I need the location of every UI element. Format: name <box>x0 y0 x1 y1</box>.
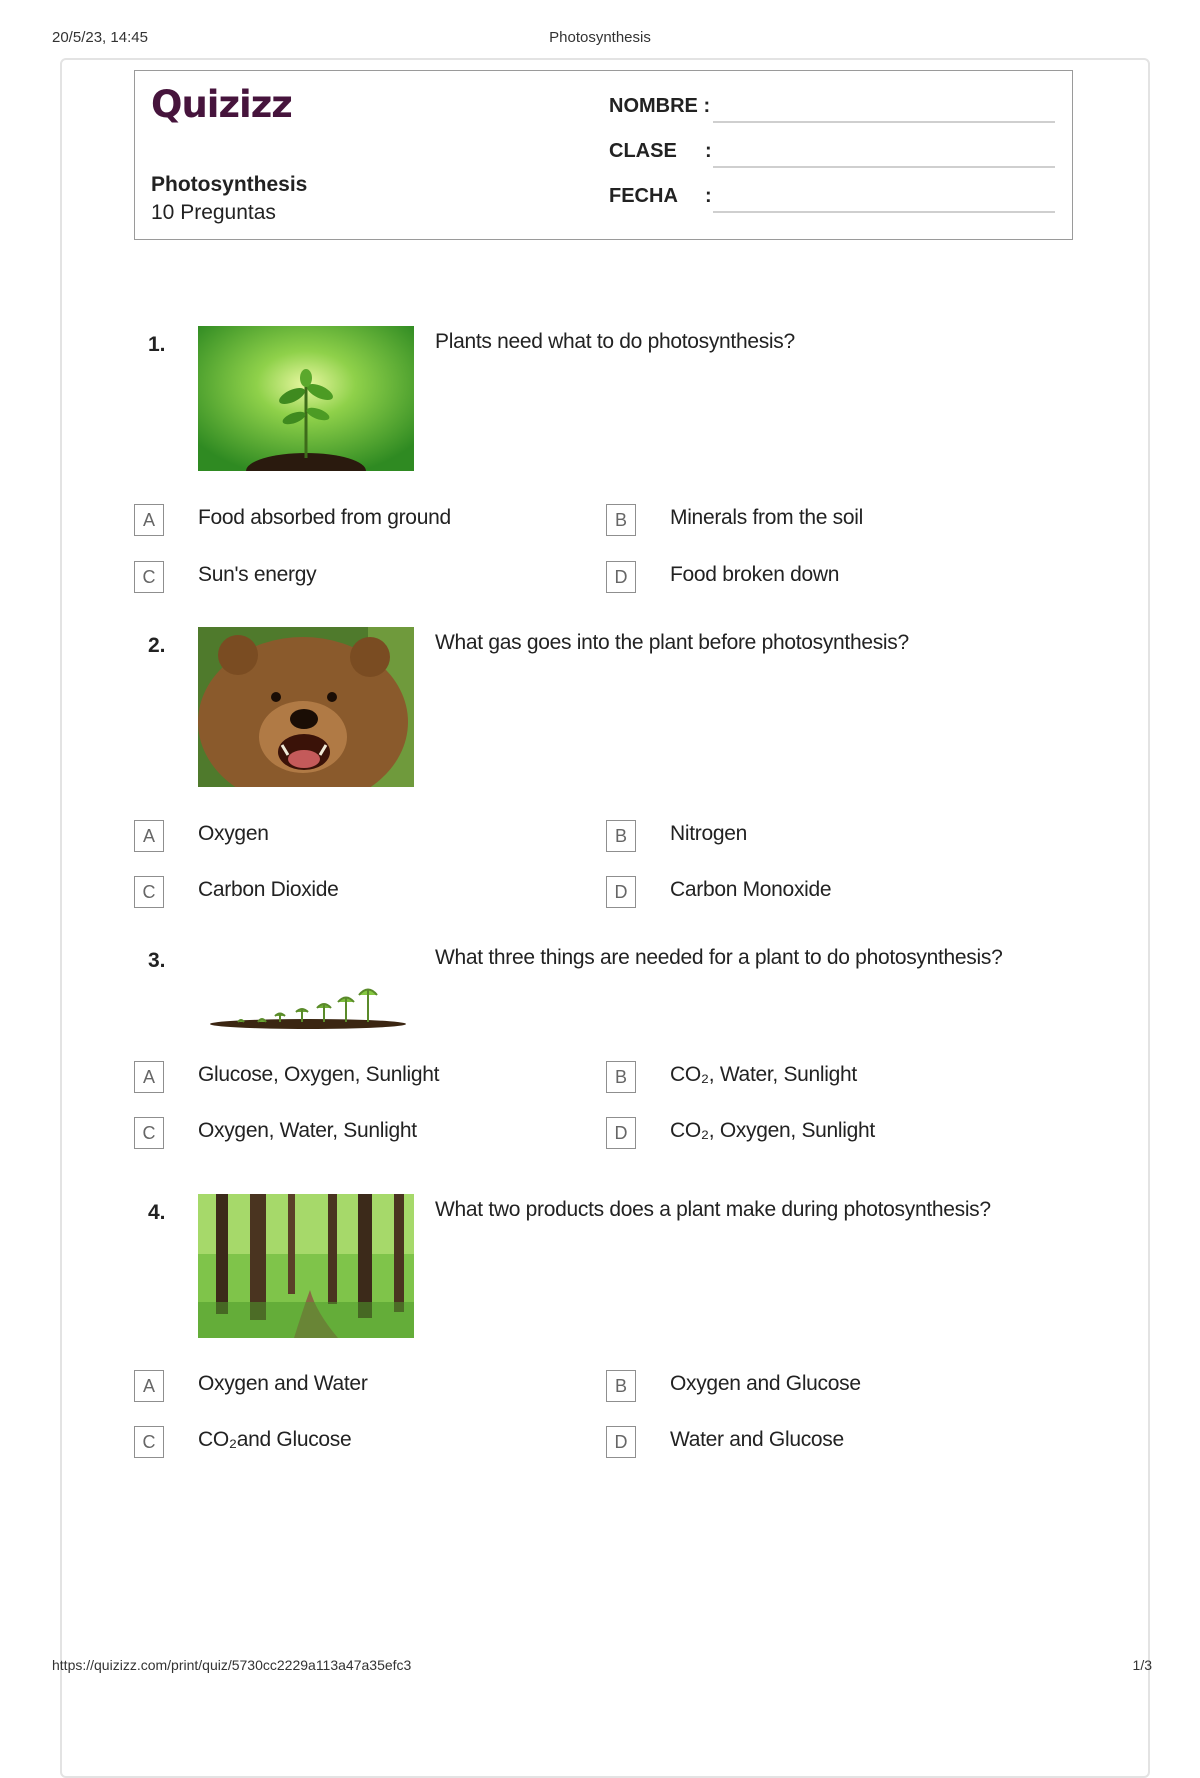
option-letter: D <box>606 561 636 593</box>
option-letter: C <box>134 561 164 593</box>
option-letter: A <box>134 504 164 536</box>
question-text: Plants need what to do photosynthesis? <box>435 330 795 353</box>
option-text: CO₂, Water, Sunlight <box>670 1063 857 1086</box>
question-text: What gas goes into the plant before photosynthesis? <box>435 631 909 654</box>
option-text: CO₂, Oxygen, Sunlight <box>670 1119 875 1142</box>
sprout-photo <box>198 326 414 471</box>
question-count: 10 Preguntas <box>151 201 276 224</box>
date-field-colon: : <box>705 185 712 207</box>
option-text: Nitrogen <box>670 822 747 845</box>
name-field-label: NOMBRE : <box>609 95 711 117</box>
option-text: Water and Glucose <box>670 1428 844 1451</box>
option-text: Food absorbed from ground <box>198 506 451 529</box>
question-text: What two products does a plant make during photosynthesis? <box>435 1198 991 1221</box>
name-field <box>609 95 1059 125</box>
class-field-colon: : <box>705 140 712 162</box>
option-letter: B <box>606 820 636 852</box>
date-field <box>609 185 1059 215</box>
bear-photo <box>198 627 414 787</box>
option-letter: D <box>606 1426 636 1458</box>
question-number: 3. <box>148 949 166 972</box>
quiz-title: Photosynthesis <box>151 173 308 196</box>
print-date: 20/5/23, 14:45 <box>52 29 148 46</box>
print-footer <box>0 1657 1200 1677</box>
seedlings-growth-photo <box>198 980 414 1030</box>
question-number: 2. <box>148 634 166 657</box>
option-text: Glucose, Oxygen, Sunlight <box>198 1063 440 1086</box>
option-letter: B <box>606 1370 636 1402</box>
option-text: Oxygen and Water <box>198 1372 368 1395</box>
option-letter: C <box>134 876 164 908</box>
question-text: What three things are needed for a plant to do photosynthesis? <box>435 946 1003 969</box>
worksheet-header <box>134 70 1073 240</box>
page-frame <box>60 58 1150 1778</box>
option-letter: A <box>134 1061 164 1093</box>
print-page-number: 1/3 <box>1132 1657 1152 1673</box>
question-number: 4. <box>148 1201 166 1224</box>
option-text: Minerals from the soil <box>670 506 863 529</box>
class-field-line[interactable] <box>713 166 1055 168</box>
option-letter: D <box>606 1117 636 1149</box>
option-letter: A <box>134 1370 164 1402</box>
option-text: Carbon Dioxide <box>198 878 339 901</box>
option-letter: C <box>134 1117 164 1149</box>
print-title: Photosynthesis <box>549 29 651 46</box>
class-field <box>609 140 1059 170</box>
option-text: Oxygen and Glucose <box>670 1372 861 1395</box>
option-letter: A <box>134 820 164 852</box>
option-letter: C <box>134 1426 164 1458</box>
print-header <box>0 29 1200 49</box>
quizizz-logo: Quizizz <box>151 83 292 126</box>
option-text: Carbon Monoxide <box>670 878 832 901</box>
question-number: 1. <box>148 333 166 356</box>
option-text: Oxygen, Water, Sunlight <box>198 1119 417 1142</box>
option-letter: B <box>606 504 636 536</box>
option-text: Food broken down <box>670 563 840 586</box>
option-text: CO₂and Glucose <box>198 1428 352 1451</box>
option-letter: D <box>606 876 636 908</box>
name-field-line[interactable] <box>713 121 1055 123</box>
print-url[interactable]: https://quizizz.com/print/quiz/5730cc2229a113a47a35efc3 <box>52 1657 412 1673</box>
option-text: Oxygen <box>198 822 269 845</box>
class-field-label: CLASE <box>609 140 677 162</box>
forest-path-photo <box>198 1194 414 1338</box>
option-letter: B <box>606 1061 636 1093</box>
date-field-line[interactable] <box>713 211 1055 213</box>
option-text: Sun's energy <box>198 563 317 586</box>
date-field-label: FECHA <box>609 185 678 207</box>
